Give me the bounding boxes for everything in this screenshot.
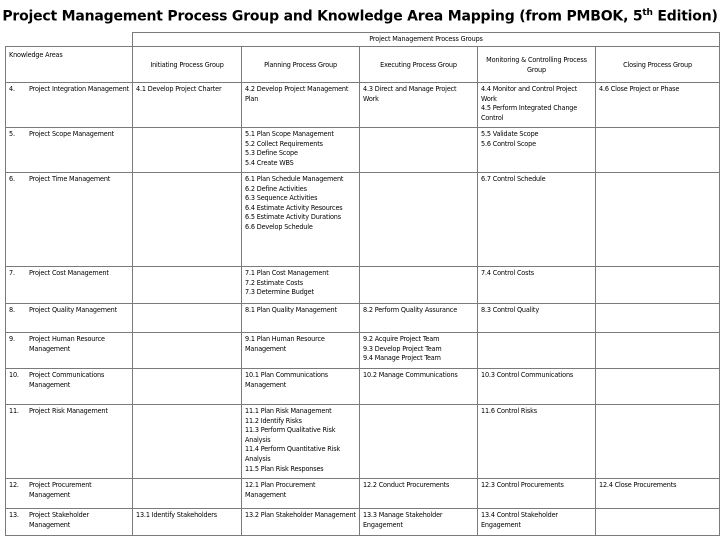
knowledge-area-number: 11. <box>9 406 19 415</box>
process-cell <box>360 267 478 304</box>
process-cell: 4.1 Develop Project Charter <box>133 83 242 128</box>
process-cell: 12.2 Conduct Procurements <box>360 479 478 509</box>
knowledge-area-number: 6. <box>9 174 15 183</box>
process-cell <box>360 128 478 173</box>
table-row <box>6 128 720 173</box>
title-superscript: th <box>642 8 653 18</box>
process-cell <box>596 405 720 479</box>
process-cell <box>478 333 596 369</box>
column-header: Monitoring & Controlling Process Group <box>478 47 596 83</box>
table-row <box>6 333 720 369</box>
column-header: Closing Process Group <box>596 47 720 83</box>
table-row <box>6 83 720 128</box>
process-cell <box>596 267 720 304</box>
process-cell: 7.4 Control Costs <box>478 267 596 304</box>
process-cell: 11.1 Plan Risk Management 11.2 Identify Risks 11.3 Perform Qualitative Risk Analysis 11.4 Perform Quantitative Risk Analysis 11.5 Plan Risk Responses <box>242 405 360 479</box>
process-cell: 6.1 Plan Schedule Management 6.2 Define Activities 6.3 Sequence Activities 6.4 Estimate Activity Resources 6.5 Estimate Activity Durations 6.6 Develop Schedule <box>242 173 360 267</box>
table-row <box>6 479 720 509</box>
table-row <box>6 369 720 405</box>
column-header: Initiating Process Group <box>133 47 242 83</box>
process-cell: 9.2 Acquire Project Team 9.3 Develop Project Team 9.4 Manage Project Team <box>360 333 478 369</box>
process-cell <box>596 509 720 536</box>
knowledge-area-name: Project Procurement Management <box>29 480 92 499</box>
corner-cell <box>6 33 133 47</box>
process-cell <box>596 173 720 267</box>
process-cell: 13.3 Manage Stakeholder Engagement <box>360 509 478 536</box>
knowledge-area-cell <box>6 128 133 173</box>
knowledge-area-number: 7. <box>9 268 15 277</box>
page-title <box>0 8 720 25</box>
table-row <box>6 173 720 267</box>
knowledge-area-cell <box>6 369 133 405</box>
process-cell: 10.1 Plan Communications Management <box>242 369 360 405</box>
process-cell: 10.3 Control Communications <box>478 369 596 405</box>
process-cell <box>596 369 720 405</box>
process-cell <box>133 173 242 267</box>
process-cell: 7.1 Plan Cost Management 7.2 Estimate Costs 7.3 Determine Budget <box>242 267 360 304</box>
mapping-table <box>5 32 720 536</box>
knowledge-area-name: Project Stakeholder Management <box>29 510 89 529</box>
knowledge-area-name: Project Time Management <box>29 174 111 183</box>
process-cell: 13.1 Identify Stakeholders <box>133 509 242 536</box>
column-header: Executing Process Group <box>360 47 478 83</box>
process-cell: 10.2 Manage Communications <box>360 369 478 405</box>
process-cell: 13.4 Control Stakeholder Engagement <box>478 509 596 536</box>
process-cell <box>133 333 242 369</box>
knowledge-areas-header: Knowledge Areas <box>6 47 133 83</box>
knowledge-area-cell <box>6 333 133 369</box>
process-cell: 5.5 Validate Scope 5.6 Control Scope <box>478 128 596 173</box>
knowledge-area-number: 8. <box>9 305 15 314</box>
process-cell <box>133 128 242 173</box>
process-cell: 4.4 Monitor and Control Project Work 4.5 Perform Integrated Change Control <box>478 83 596 128</box>
process-cell: 8.2 Perform Quality Assurance <box>360 304 478 333</box>
knowledge-area-cell <box>6 304 133 333</box>
process-cell: 12.3 Control Procurements <box>478 479 596 509</box>
process-cell: 4.6 Close Project or Phase <box>596 83 720 128</box>
title-end: Edition) <box>652 8 718 25</box>
process-cell <box>133 369 242 405</box>
process-cell: 4.3 Direct and Manage Project Work <box>360 83 478 128</box>
process-groups-header: Project Management Process Groups <box>133 33 720 47</box>
process-cell <box>596 333 720 369</box>
process-cell: 6.7 Control Schedule <box>478 173 596 267</box>
knowledge-area-name: Project Communications Management <box>29 370 105 389</box>
process-cell <box>596 128 720 173</box>
table-row <box>6 304 720 333</box>
process-cell: 4.2 Develop Project Management Plan <box>242 83 360 128</box>
process-cell: 13.2 Plan Stakeholder Management <box>242 509 360 536</box>
knowledge-area-name: Project Integration Management <box>29 84 129 93</box>
knowledge-area-name: Project Cost Management <box>29 268 109 277</box>
knowledge-area-name: Project Human Resource Management <box>29 334 105 353</box>
process-cell: 5.1 Plan Scope Management 5.2 Collect Requirements 5.3 Define Scope 5.4 Create WBS <box>242 128 360 173</box>
process-cell: 12.1 Plan Procurement Management <box>242 479 360 509</box>
knowledge-area-cell <box>6 173 133 267</box>
knowledge-area-number: 10. <box>9 370 19 379</box>
process-cell: 12.4 Close Procurements <box>596 479 720 509</box>
process-cell: 8.1 Plan Quality Management <box>242 304 360 333</box>
knowledge-area-cell <box>6 267 133 304</box>
process-cell <box>133 267 242 304</box>
knowledge-area-cell <box>6 405 133 479</box>
knowledge-area-name: Project Risk Management <box>29 406 108 415</box>
process-cell: 8.3 Control Quality <box>478 304 596 333</box>
knowledge-area-name: Project Scope Management <box>29 129 114 138</box>
knowledge-area-cell <box>6 83 133 128</box>
table-row <box>6 509 720 536</box>
title-main: Project Management Process Group and Knowledge Area Mapping (from PMBOK, 5 <box>2 8 643 25</box>
process-cell <box>133 304 242 333</box>
process-cell <box>133 405 242 479</box>
knowledge-area-number: 9. <box>9 334 15 343</box>
process-cell <box>133 479 242 509</box>
knowledge-area-number: 12. <box>9 480 19 489</box>
process-cell <box>596 304 720 333</box>
process-cell: 11.6 Control Risks <box>478 405 596 479</box>
knowledge-area-cell <box>6 479 133 509</box>
table-row <box>6 267 720 304</box>
knowledge-area-number: 13. <box>9 510 19 519</box>
process-cell <box>360 405 478 479</box>
knowledge-area-number: 4. <box>9 84 15 93</box>
knowledge-area-name: Project Quality Management <box>29 305 118 314</box>
column-header: Planning Process Group <box>242 47 360 83</box>
knowledge-area-number: 5. <box>9 129 15 138</box>
knowledge-area-cell <box>6 509 133 536</box>
process-cell: 9.1 Plan Human Resource Management <box>242 333 360 369</box>
process-cell <box>360 173 478 267</box>
table-row <box>6 405 720 479</box>
